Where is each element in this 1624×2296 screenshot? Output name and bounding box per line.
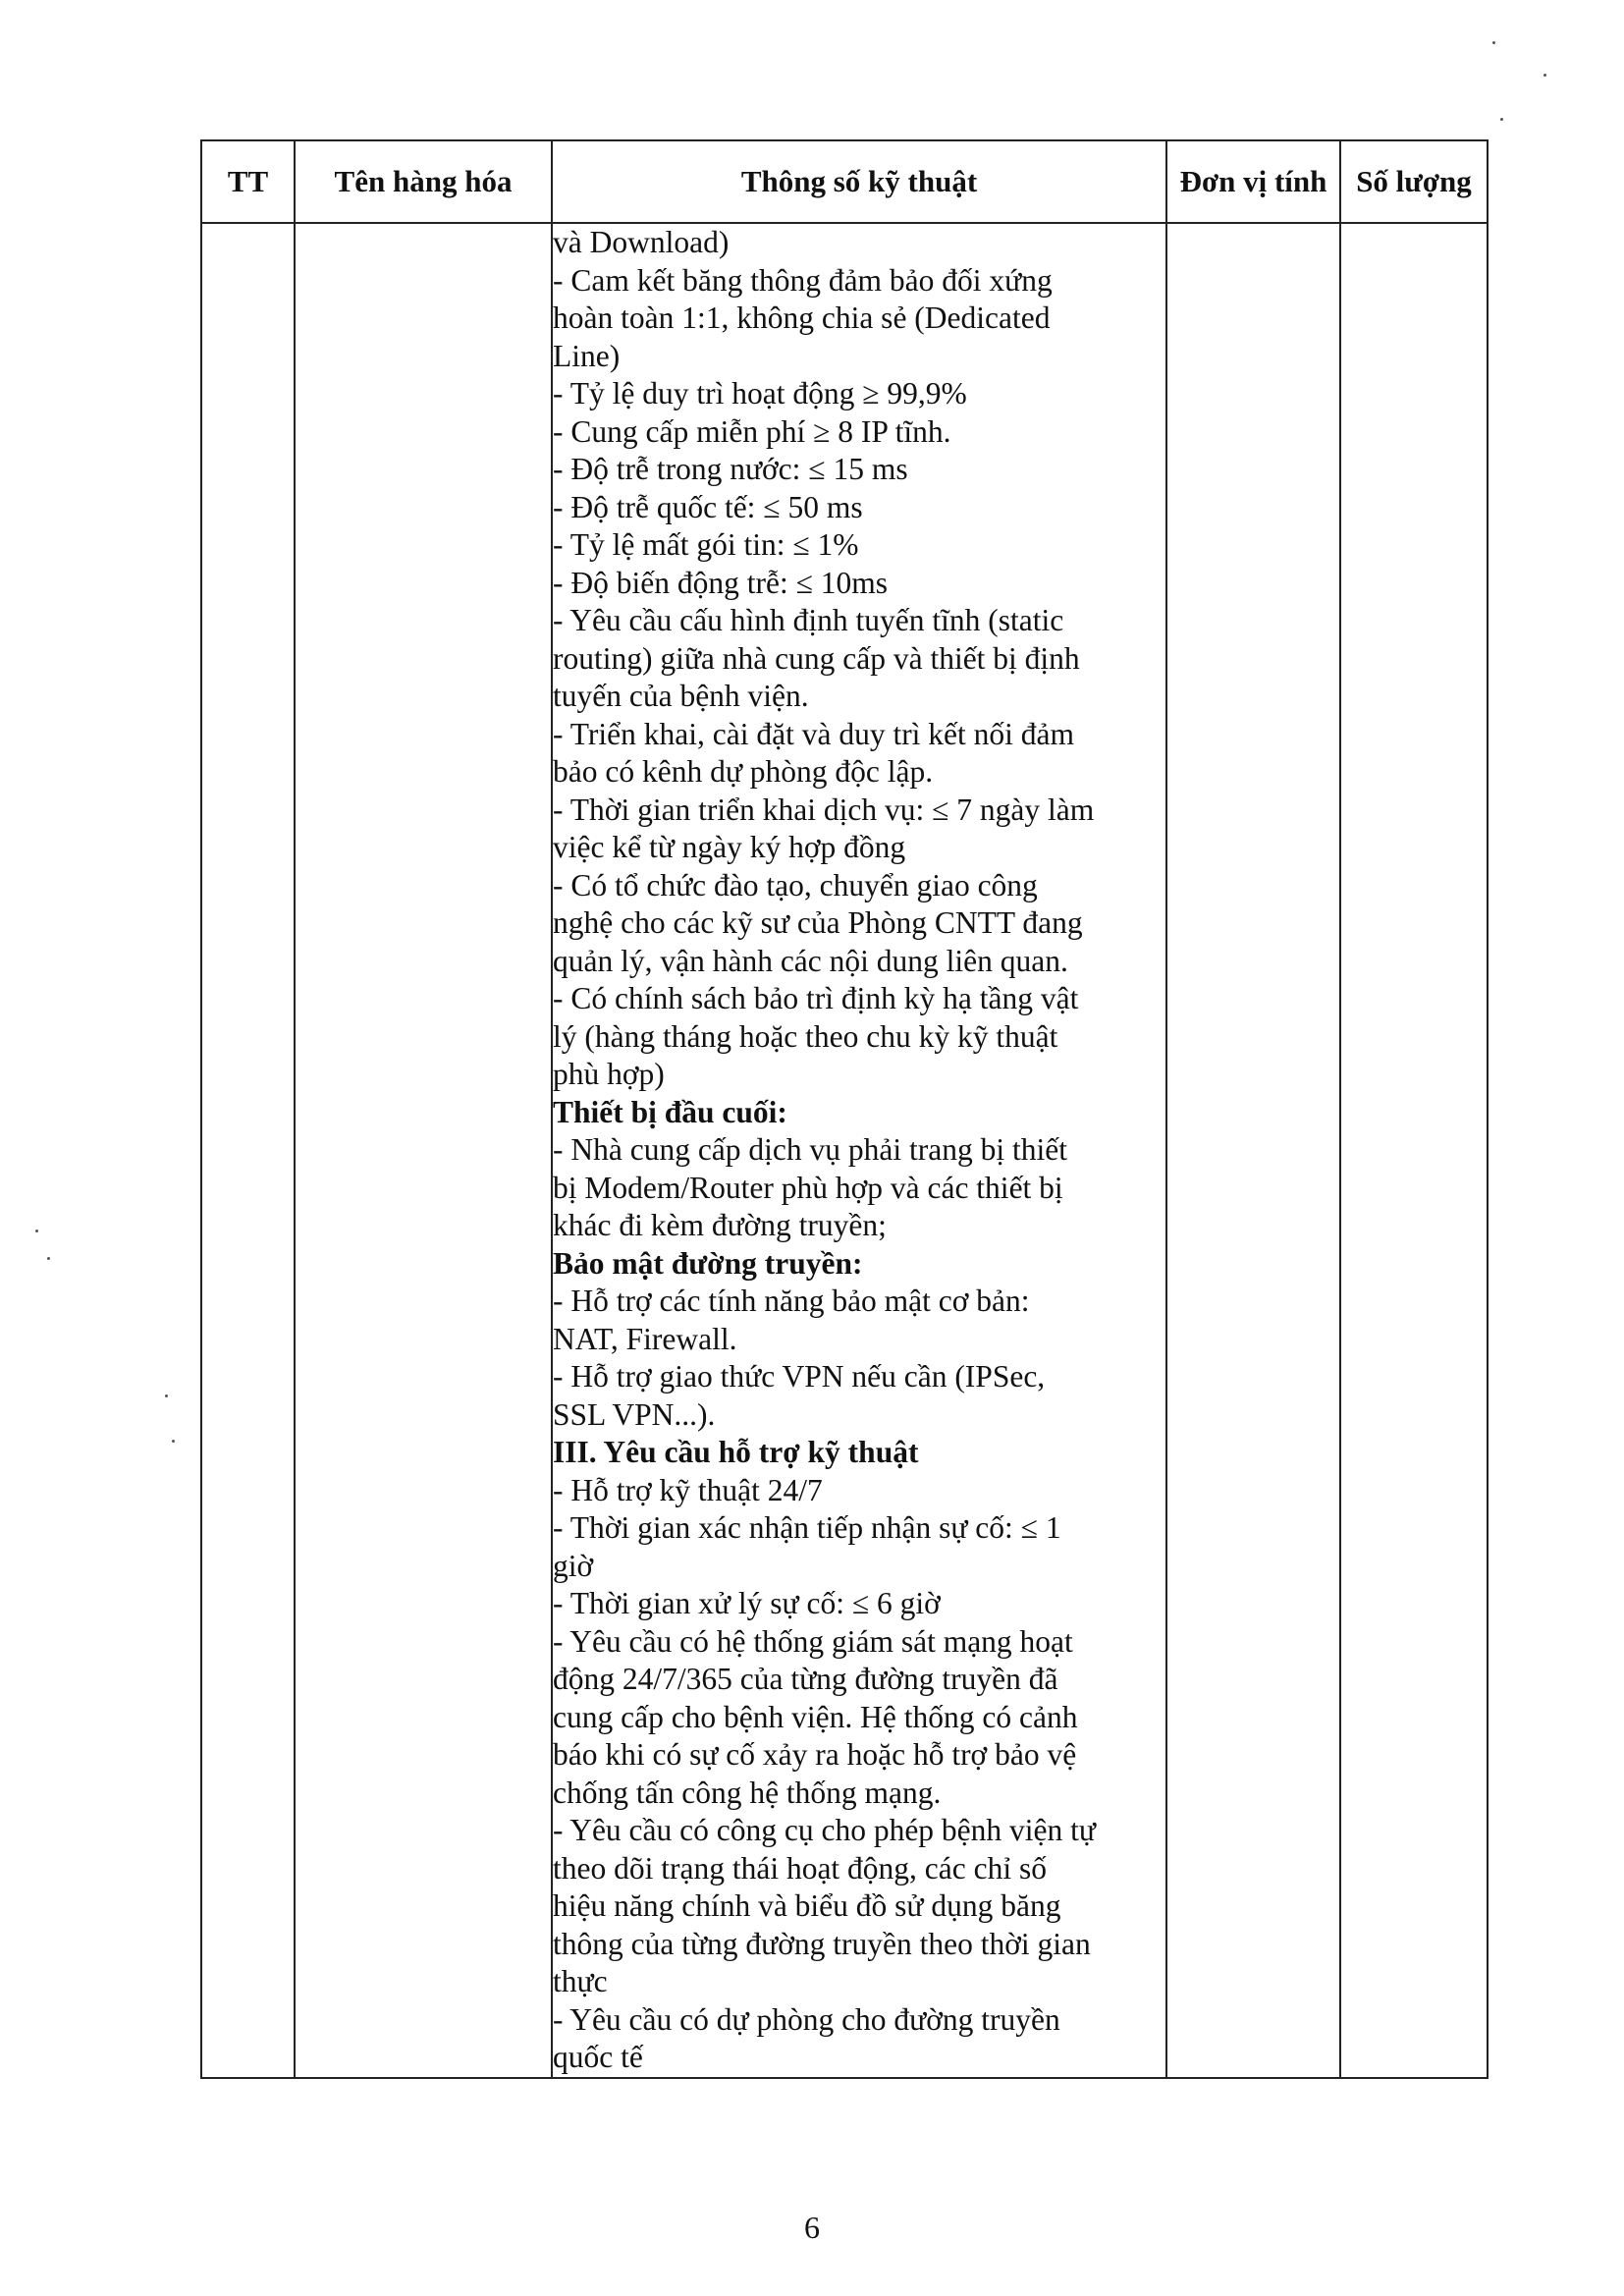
spec-lines bbox=[553, 224, 1165, 2077]
spec-line: tuyến của bệnh viện. bbox=[553, 679, 809, 713]
spec-line: báo khi có sự cố xảy ra hoặc hỗ trợ bảo vệ bbox=[553, 1737, 1077, 1772]
table-header-row bbox=[201, 140, 1488, 223]
spec-line: khác đi kèm đường truyền; bbox=[553, 1208, 887, 1242]
spec-line: quốc tế bbox=[553, 2040, 643, 2074]
header-item-name: Tên hàng hóa bbox=[295, 140, 552, 223]
header-unit: Đơn vị tính bbox=[1166, 140, 1340, 223]
spec-line: chống tấn công hệ thống mạng. bbox=[553, 1775, 942, 1810]
spec-line: - Hỗ trợ các tính năng bảo mật cơ bản: bbox=[553, 1284, 1030, 1318]
spec-line: - Thời gian xác nhận tiếp nhận sự cố: ≤ 1 bbox=[553, 1510, 1061, 1545]
spec-line: bị Modem/Router phù hợp và các thiết bị bbox=[553, 1170, 1063, 1205]
spec-line: - Yêu cầu có hệ thống giám sát mạng hoạt bbox=[553, 1623, 1073, 1659]
spec-line: cung cấp cho bệnh viện. Hệ thống có cảnh bbox=[553, 1699, 1078, 1734]
scan-speck bbox=[172, 1440, 175, 1443]
scan-speck bbox=[35, 1230, 38, 1232]
spec-line: - Có chính sách bảo trì định kỳ hạ tầng vật bbox=[553, 981, 1079, 1015]
spec-section-heading: III. Yêu cầu hỗ trợ kỹ thuật bbox=[553, 1435, 919, 1469]
spec-line: - Thời gian triển khai dịch vụ: ≤ 7 ngày làm bbox=[553, 792, 1095, 827]
cell-specification bbox=[552, 223, 1166, 2078]
scan-speck bbox=[47, 1257, 50, 1260]
page-number: 6 bbox=[804, 2210, 820, 2245]
spec-section-heading: Bảo mật đường truyền: bbox=[553, 1245, 863, 1281]
scan-speck bbox=[165, 1394, 168, 1397]
spec-line: - Tỷ lệ mất gói tin: ≤ 1% bbox=[553, 527, 859, 562]
spec-line: theo dõi trạng thái hoạt động, các chỉ số bbox=[553, 1850, 1047, 1886]
spec-line: thực bbox=[553, 1964, 608, 1998]
spec-line: - Hỗ trợ kỹ thuật 24/7 bbox=[553, 1472, 823, 1507]
spec-line: Line) bbox=[553, 338, 621, 373]
specification-table bbox=[200, 139, 1489, 2079]
spec-line: và Download) bbox=[553, 225, 730, 259]
spec-line: thông của từng đường truyền theo thời gian bbox=[553, 1926, 1091, 1961]
header-quantity: Số lượng bbox=[1340, 140, 1488, 223]
spec-section-heading: Thiết bị đầu cuối: bbox=[553, 1094, 787, 1129]
spec-line: việc kể từ ngày ký hợp đồng bbox=[553, 830, 906, 864]
table-row bbox=[201, 223, 1488, 2078]
header-tt: TT bbox=[201, 140, 295, 223]
spec-line: - Độ biến động trễ: ≤ 10ms bbox=[553, 565, 888, 600]
spec-line: - Có tổ chức đào tạo, chuyển giao công bbox=[553, 867, 1038, 902]
spec-line: hiệu năng chính và biểu đồ sử dụng băng bbox=[553, 1888, 1061, 1923]
spec-line: động 24/7/365 của từng đường truyền đã bbox=[553, 1662, 1058, 1696]
spec-line: nghệ cho các kỹ sư của Phòng CNTT đang bbox=[553, 905, 1083, 940]
cell-item-name bbox=[295, 223, 552, 2078]
header-specification: Thông số kỹ thuật bbox=[552, 140, 1166, 223]
spec-line: - Tỷ lệ duy trì hoạt động ≥ 99,9% bbox=[553, 376, 967, 410]
scan-speck bbox=[1543, 74, 1546, 77]
spec-line: SSL VPN...). bbox=[553, 1396, 716, 1432]
spec-line: - Độ trễ quốc tế: ≤ 50 ms bbox=[553, 489, 863, 524]
spec-line: phù hợp) bbox=[553, 1057, 665, 1091]
spec-line: routing) giữa nhà cung cấp và thiết bị định bbox=[553, 640, 1080, 676]
spec-line: hoàn toàn 1:1, không chia sẻ (Dedicated bbox=[553, 301, 1051, 335]
spec-line: quản lý, vận hành các nội dung liên quan. bbox=[553, 943, 1068, 978]
spec-line: bảo có kênh dự phòng độc lập. bbox=[553, 754, 934, 789]
scan-speck bbox=[1500, 118, 1503, 121]
spec-line: NAT, Firewall. bbox=[553, 1321, 737, 1356]
cell-quantity bbox=[1340, 223, 1488, 2078]
spec-line: - Độ trễ trong nước: ≤ 15 ms bbox=[553, 452, 908, 486]
spec-line: - Thời gian xử lý sự cố: ≤ 6 giờ bbox=[553, 1586, 941, 1620]
cell-tt bbox=[201, 223, 295, 2078]
spec-line: - Hỗ trợ giao thức VPN nếu cần (IPSec, bbox=[553, 1359, 1046, 1394]
scan-speck bbox=[1492, 41, 1495, 44]
cell-unit bbox=[1166, 223, 1340, 2078]
spec-line: - Yêu cầu có dự phòng cho đường truyền bbox=[553, 2001, 1060, 2037]
spec-line: - Triển khai, cài đặt và duy trì kết nối đảm bbox=[553, 716, 1075, 751]
spec-line: giờ bbox=[553, 1548, 594, 1583]
spec-line: - Cam kết băng thông đảm bảo đối xứng bbox=[553, 262, 1053, 298]
spec-line: lý (hàng tháng hoặc theo chu kỳ kỹ thuật bbox=[553, 1018, 1058, 1054]
spec-line: - Yêu cầu có công cụ cho phép bệnh viện tự bbox=[553, 1813, 1096, 1847]
spec-line: - Yêu cầu cấu hình định tuyến tĩnh (static bbox=[553, 603, 1064, 637]
spec-line: - Nhà cung cấp dịch vụ phải trang bị thiết bbox=[553, 1132, 1067, 1167]
spec-line: - Cung cấp miễn phí ≥ 8 IP tĩnh. bbox=[553, 413, 951, 449]
